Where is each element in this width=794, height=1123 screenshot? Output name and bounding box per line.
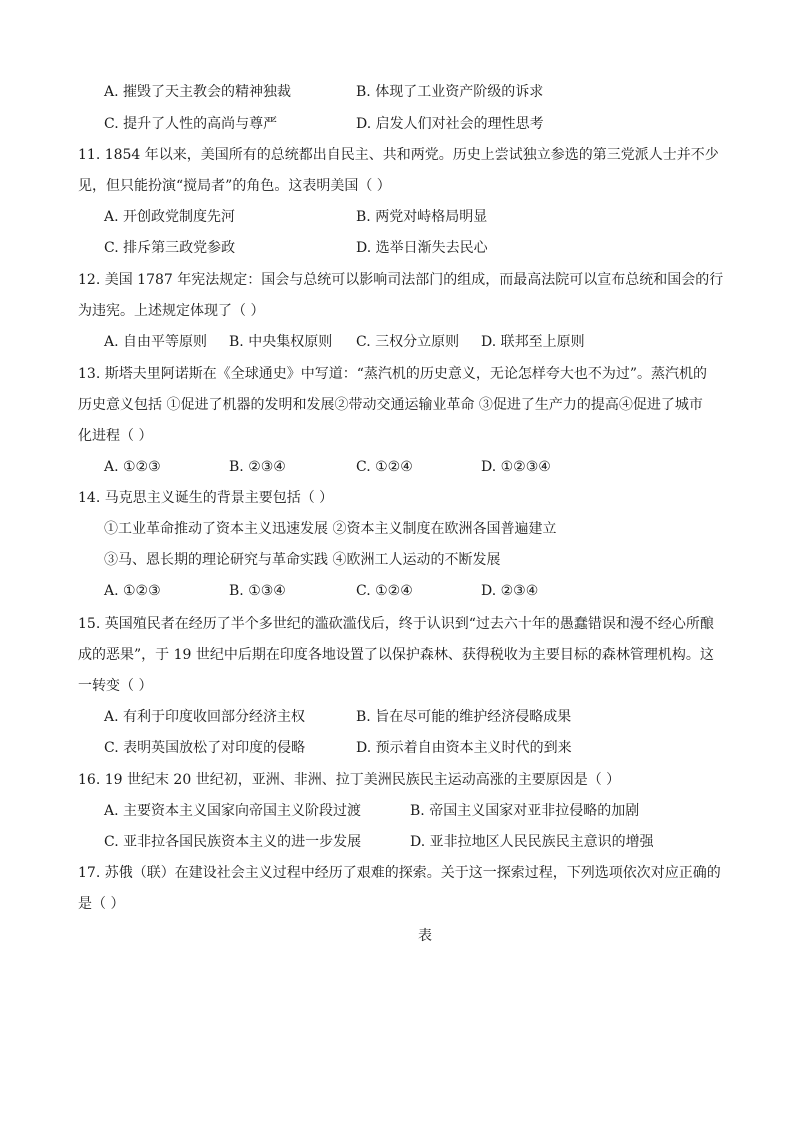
q15-option-b: B. 旨在尽可能的维护经济侵略成果 (356, 709, 572, 725)
q16-option-a: A. 主要资本主义国家向帝国主义阶段过渡 (104, 803, 362, 819)
q12-option-d: D. 联邦至上原则 (481, 334, 585, 350)
q13-stem-line1: 13. 斯塔夫里阿诺斯在《全球通史》中写道：“蒸汽机的历史意义，无论怎样夸大也不为过”。蒸汽机的 (78, 366, 708, 382)
q11-option-b: B. 两党对峙格局明显 (356, 209, 488, 225)
q15-option-a: A. 有利于印度收回部分经济主权 (104, 709, 306, 725)
q14-stem-line1: 14. 马克思主义诞生的背景主要包括（ ） (78, 490, 334, 506)
q10-option-c: C. 提升了人性的高尚与尊严 (104, 116, 278, 132)
q11-option-c: C. 排斥第三政党参政 (104, 240, 236, 256)
q14-statement-line1: ①工业革命推动了资本主义迅速发展 ②资本主义制度在欧洲各国普遍建立 (104, 521, 557, 537)
q11-stem-line1: 11. 1854 年以来，美国所有的总统都出自民主、共和两党。历史上尝试独立参选的第三党派人士并不少 (78, 147, 719, 163)
q13-option-b: B. ②③④ (229, 459, 286, 475)
q10-option-d: D. 启发人们对社会的理性思考 (356, 116, 544, 132)
q14-option-b: B. ①③④ (229, 583, 286, 599)
q14-option-a: A. ①②③ (104, 583, 161, 599)
q13-stem-line3: 化进程（ ） (78, 428, 153, 444)
q16-stem-line1: 16. 19 世纪末 20 世纪初，亚洲、非洲、拉丁美洲民族民主运动高涨的主要原因是（ ） (78, 772, 621, 788)
q17-table-caption: 表 (418, 928, 432, 944)
q10-option-a: A. 摧毁了天主教会的精神独裁 (104, 84, 292, 100)
q13-stem-line2: 历史意义包括 ①促进了机器的发明和发展②带动交通运输业革命 ③促进了生产力的提高④促进了城市 (78, 397, 703, 413)
q13-option-d: D. ①②③④ (481, 459, 551, 475)
q15-option-d: D. 预示着自由资本主义时代的到来 (356, 740, 572, 756)
q12-stem-line1: 12. 美国 1787 年宪法规定：国会与总统可以影响司法部门的组成，而最高法院可以宣布总统和国会的行 (78, 272, 724, 288)
q13-option-c: C. ①②④ (356, 459, 413, 475)
q17-stem-line2: 是（ ） (78, 896, 125, 912)
q14-option-c: C. ①②④ (356, 583, 413, 599)
q15-stem-line3: 一转变（ ） (78, 678, 153, 694)
q10-option-b: B. 体现了工业资产阶级的诉求 (356, 84, 544, 100)
q14-option-d: D. ②③④ (481, 583, 539, 599)
q16-option-d: D. 亚非拉地区人民民族民主意识的增强 (410, 834, 654, 850)
q11-option-d: D. 选举日渐失去民心 (356, 240, 488, 256)
q16-option-c: C. 亚非拉各国民族资本主义的进一步发展 (104, 834, 362, 850)
q11-stem-line2: 见，但只能扮演“搅局者”的角色。这表明美国（ ） (78, 178, 391, 194)
q12-option-b: B. 中央集权原则 (229, 334, 333, 350)
q15-stem-line2: 成的恶果”，于 19 世纪中后期在印度各地设置了以保护森林、获得税收为主要目标的森林管理机构。这 (78, 647, 714, 663)
q17-stem-line1: 17. 苏俄（联）在建设社会主义过程中经历了艰难的探索。关于这一探索过程，下列选项依次对应正确的 (78, 865, 721, 881)
q12-stem-line2: 为违宪。上述规定体现了（ ） (78, 303, 265, 319)
q12-option-c: C. 三权分立原则 (356, 334, 460, 350)
q16-option-b: B. 帝国主义国家对亚非拉侵略的加剧 (410, 803, 640, 819)
q15-stem-line1: 15. 英国殖民者在经历了半个多世纪的滥砍滥伐后，终于认识到“过去六十年的愚蠢错误和漫不经心所酿 (78, 616, 714, 632)
q12-option-a: A. 自由平等原则 (104, 334, 208, 350)
q14-statement-line2: ③马、恩长期的理论研究与革命实践 ④欧洲工人运动的不断发展 (104, 552, 501, 568)
q11-option-a: A. 开创政党制度先河 (104, 209, 236, 225)
q13-option-a: A. ①②③ (104, 459, 161, 475)
q15-option-c: C. 表明英国放松了对印度的侵略 (104, 740, 306, 756)
